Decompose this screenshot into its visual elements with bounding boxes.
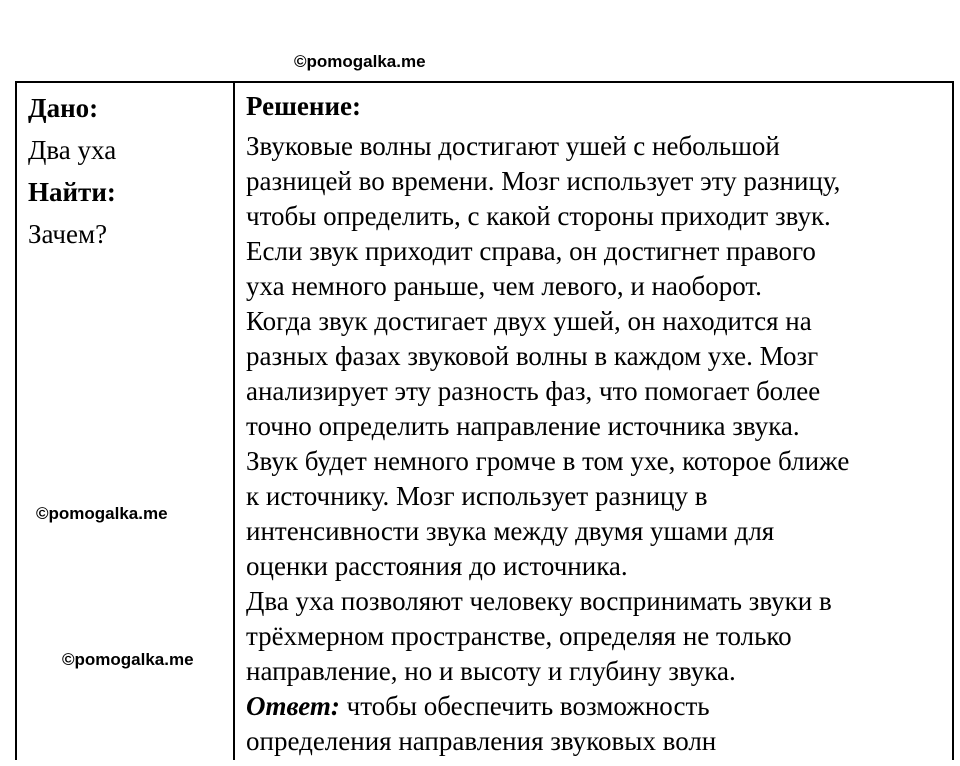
solution-line: оценки расстояния до источника.: [246, 551, 628, 581]
find-heading: Найти:: [28, 177, 116, 207]
watermark-middle: ©pomogalka.me: [36, 504, 168, 523]
solution-line: к источнику. Мозг использует разницу в: [246, 481, 708, 511]
solution-line: разных фазах звуковой волны в каждом ухе. Мозг: [246, 341, 819, 371]
solution-line: Если звук приходит справа, он достигнет правого: [246, 236, 816, 266]
watermark-bottom: ©pomogalka.me: [62, 650, 194, 669]
solution-heading: Решение:: [246, 91, 361, 121]
task-table: [15, 81, 954, 760]
solution-line: трёхмерном пространстве, определяя не только: [246, 621, 792, 651]
solution-line: точно определить направление источника звука.: [246, 411, 800, 441]
given-value: Два уха: [28, 135, 117, 165]
solution-line: Звук будет немного громче в том ухе, которое ближе: [246, 446, 850, 476]
answer-line-continued: определения направления звуковых волн: [246, 726, 717, 756]
solution-line: анализирует эту разность фаз, что помогает более: [246, 376, 821, 406]
answer-text: чтобы обеспечить возможность: [339, 691, 710, 721]
solution-line: Два уха позволяют человеку воспринимать звуки в: [246, 586, 832, 616]
solution-line: Звуковые волны достигают ушей с небольшой: [246, 131, 780, 161]
find-value: Зачем?: [28, 219, 108, 249]
solution-line: уха немного раньше, чем левого, и наоборот.: [246, 271, 762, 301]
solution-line: чтобы определить, с какой стороны приходит звук.: [246, 201, 831, 231]
solution-line: Когда звук достигает двух ушей, он находится на: [246, 306, 812, 336]
solution-line: направление, но и высоту и глубину звука.: [246, 656, 736, 686]
solution-line: интенсивности звука между двумя ушами для: [246, 516, 775, 546]
answer-label: Ответ:: [246, 691, 340, 721]
solution-column: [235, 83, 952, 760]
given-column: [17, 83, 235, 760]
given-heading: Дано:: [28, 93, 99, 123]
watermark-top: ©pomogalka.me: [294, 52, 426, 71]
answer-line: [246, 689, 952, 724]
solution-line: разницей во времени. Мозг использует эту разницу,: [246, 166, 841, 196]
